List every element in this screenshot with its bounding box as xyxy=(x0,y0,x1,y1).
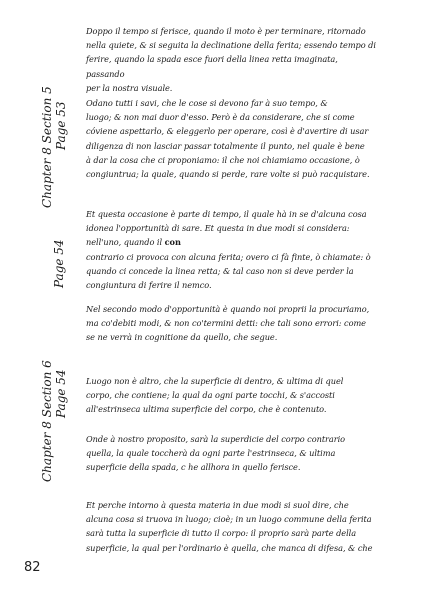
inline-bold-word: con xyxy=(164,237,181,248)
page-number: 82 xyxy=(24,560,41,575)
sidenote-page-54-middle: Page 54 xyxy=(52,239,66,288)
paragraph-place: Luogo non è altro, che la superficie di dentro, & ultima di quel corpo, che contiene; la qual da ogni parte tocchi, & s'accosti all'estrinseca ultima superficie del corpo, che è contenuto. xyxy=(86,376,344,415)
paragraph-provocation: contrario ci provoca con alcuna ferita; overo ci fà finte, ò chiamate: ò quando ci concede la linea retta; & tal caso non si deve perder la congiuntura di ferire il nemco. xyxy=(86,252,371,291)
paragraph-opportunity-text: Et questa occasione è parte di tempo, il quale hà in se d'alcuna cosa idonea l'opportunità di sare. Et questa in due modi si considera: nell'uno, quando il xyxy=(86,209,367,248)
sidenote-page-54-lower: Page 54 xyxy=(54,369,68,418)
paragraph-common-place: Et perche intorno à questa materia in due modi si suol dire, che alcuna cosa si truova in luogo; cioè; in un luogo commune della ferita sarà tutta la superficie di tutto il corpo: il proprio sarà parte della superficie, la qual per l'ordinario è quella, che manca di difesa, & che xyxy=(86,500,373,553)
paragraph-opportunity xyxy=(86,207,376,250)
paragraph-occasion: Odano tutti i savi, che le cose si devono far à suo tempo, & luogo; & non mai duor d'esso. Però è da considerare, che si come cóviene aspettarlo, & eleggerlo per operare, così è d'avertire di usar diligenza di non lasciar passar totalmente il punto, nel quale è bene à dar la cosa che ci proponiamo: il che noi chiamiamo occasione, ò congiuntrua; la quale, quando si perde, rare volte si può racquistare. xyxy=(86,98,370,180)
paragraph-timing: Doppo il tempo si ferisce, quando il moto è per terminare, ritornado nella quiete, & si seguita la declinatione della ferita; essendo tempo di ferire, quando la spada esce fuori della linea retta imaginata, passando per la nostra visuale. xyxy=(86,26,376,93)
sidenote-chapter-8-section-5: Chapter 8 Section 5 xyxy=(40,86,54,208)
sidenote-page-53: Page 53 xyxy=(54,101,68,150)
paragraph-surface: Onde à nostro proposito, sarà la superdicie del corpo contrario quella, la quale toccherà da ogni parte l'estrinseca, & ultima superficie della spada, c he allhora in quello ferisce. xyxy=(86,434,346,473)
sidenote-chapter-8-section-6: Chapter 8 Section 6 xyxy=(40,360,54,482)
paragraph-second-mode: Nel secondo modo d'opportunità è quando noi proprii la procuriamo, ma co'debiti modi, & non co'termini detti: che tali sono errori: come se ne verrà in cognitione da quello, che segue. xyxy=(86,304,370,343)
